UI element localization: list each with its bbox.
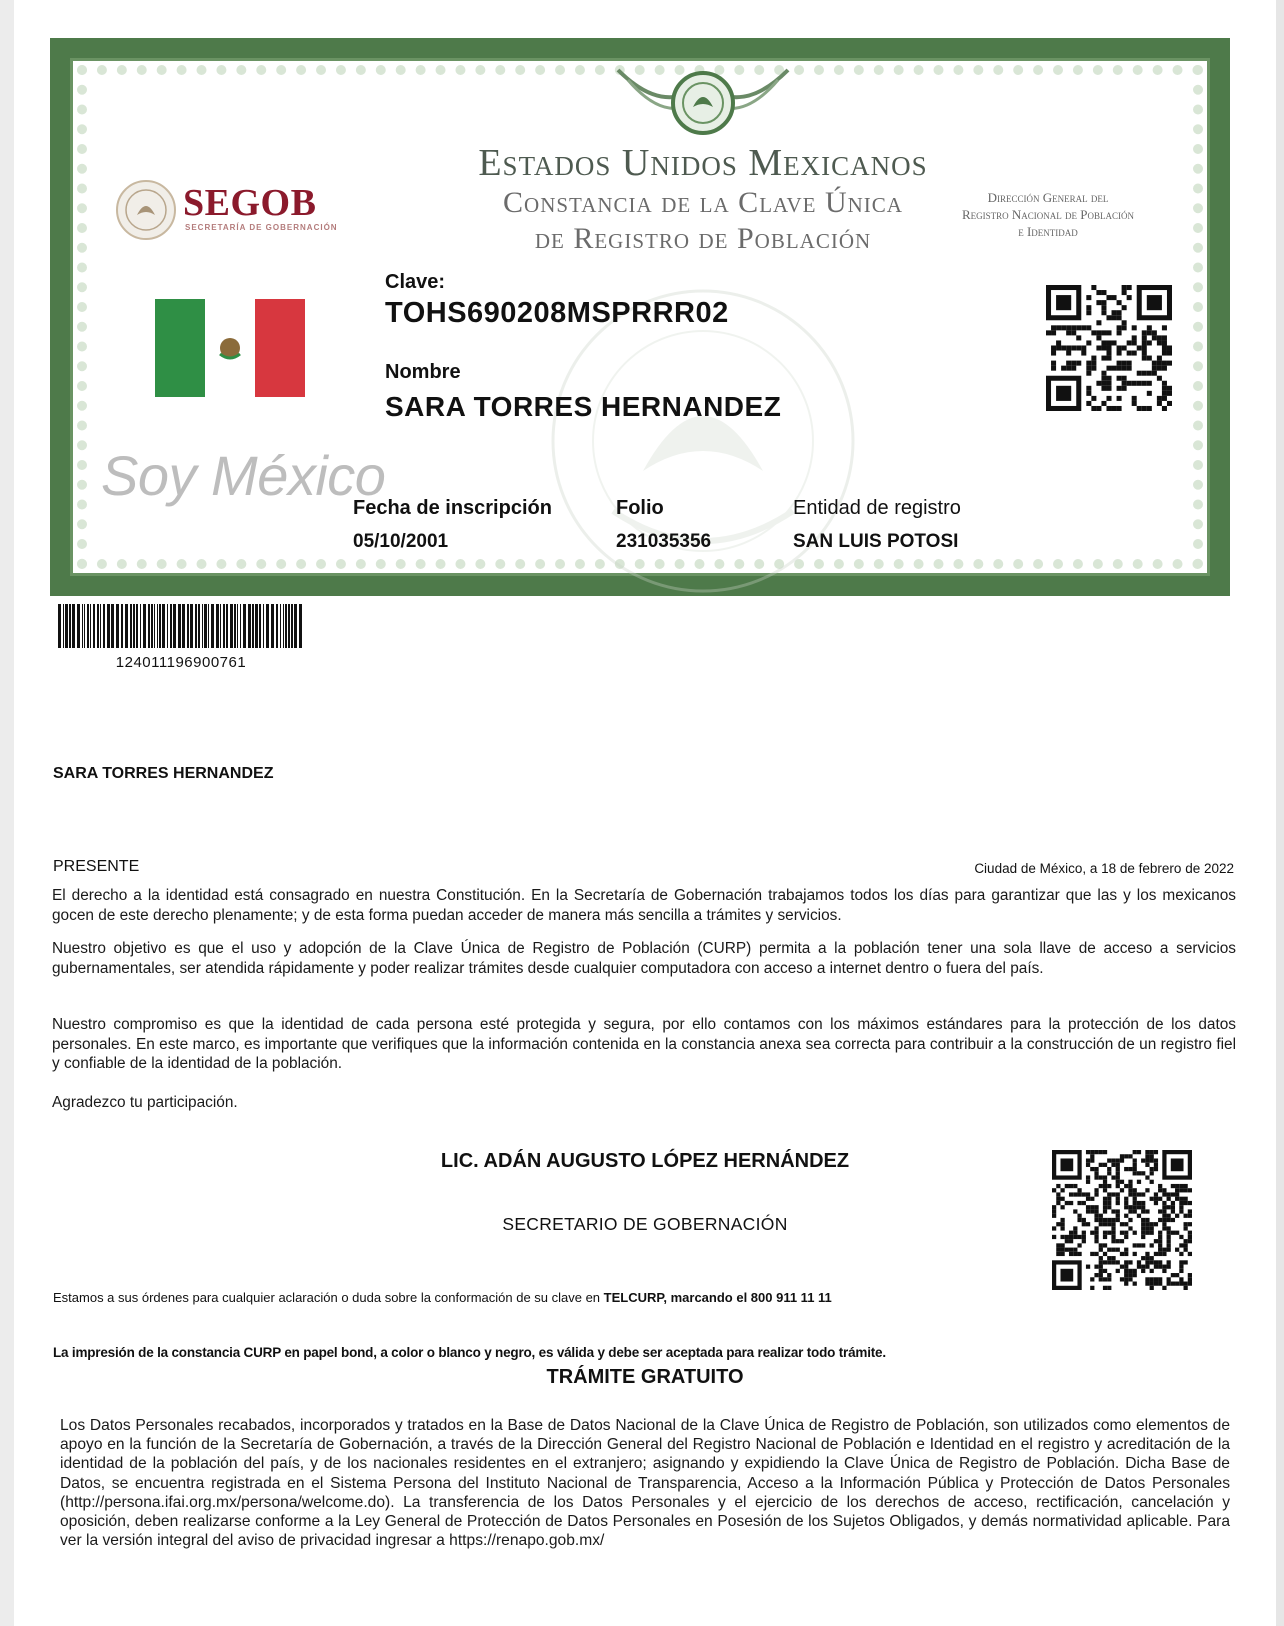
page-edge-right [1276,0,1284,1626]
page-edge-left [0,0,14,1626]
letter-paragraph-3: Nuestro compromiso es que la identidad de cada persona esté protegida y segura, por ello contamos con los máximos estándares para la protección de los datos personales. En este marco, es importante que verifiques que la información contenida en la constancia anexa sea correcta para contribuir a la construcción de un registro fiel y confiable de la identidad de la población. [52,1016,1236,1072]
privacy-notice: Los Datos Personales recabados, incorporados y tratados en la Base de Datos Nacional de la Clave Única de Registro de Población, son utilizados como elementos de apoyo en la función de la Secretaría de Gobernación, a través de la Dirección General del Registro Nacional de Población e Identidad en el registro y acreditación de la identidad de la población del país, y de los nacionales residentes en el extranjero; asignando y expidiendo la Clave Única de Registro de Población. Dicha Base de Datos, se encuentra registrada en el Sistema Persona del Instituto Nacional de Transparencia, Acceso a la Información Pública y Protección de Datos Personales (http://persona.ifai.org.mx/persona/welcome.do). La transferencia de los Datos Personales y el ejercicio de los derechos de acceso, rectificación, cancelación y oposición, deben realizarse conforme a la Ley General de Protección de Datos Personales en Posesión de los Sujetos Obligados, y demás normatividad aplicable. Para ver la versión integral del aviso de privacidad ingresar a https://renapo.gob.mx/ [60,1417,1230,1550]
flag-white-stripe [205,299,255,397]
agency-subtitle: SECRETARÍA DE GOBERNACIÓN [185,223,338,232]
entidad-label: Entidad de registro [793,497,961,519]
mexican-flag-icon [155,299,305,397]
free-procedure-notice: TRÁMITE GRATUITO [546,1366,744,1388]
greeting: PRESENTE [53,858,140,875]
fecha-label: Fecha de inscripción [353,497,552,519]
nombre-label: Nombre [385,361,461,383]
clave-value: TOHS690208MSPRRR02 [385,297,729,329]
curp-certificate [50,38,1230,596]
directorate-line-2: Registro Nacional de Población [961,207,1135,222]
contact-text: Estamos a sus órdenes para cualquier aclaración o duda sobre la conformación de su clave en [53,1290,604,1305]
validity-note: La impresión de la constancia CURP en papel bond, a color o blanco y negro, es válida y debe ser aceptada para realizar todo trámite. [53,1345,886,1360]
flag-green-stripe [155,299,205,397]
entidad-value: SAN LUIS POTOSI [793,531,959,552]
qr-code-icon [1046,285,1172,411]
signature-qr-code-icon [1052,1150,1192,1290]
agency-name: SEGOB [183,182,317,224]
letter-paragraph-4: Agradezco tu participación. [52,1094,238,1111]
folio-value: 231035356 [616,531,712,552]
addressee-name: SARA TORRES HERNANDEZ [53,765,274,782]
letter-paragraph-1: El derecho a la identidad está consagrado en nuestra Constitución. En la Secretaría de Gobernación trabajamos todos los días para garantizar que las y los mexicanos gocen de este derecho plenamente; y de esta forma puedan acceder de manera más sencilla a trámites y servicios. [52,887,1236,924]
contact-phone: TELCURP, marcando el 800 911 11 11 [603,1290,832,1305]
document-title-line-2: de Registro de Población [534,222,872,255]
signer-role: SECRETARIO DE GOBERNACIÓN [502,1214,788,1234]
document-title [413,185,993,257]
national-crest-icon [613,65,793,145]
directorate-line-1: Dirección General del [987,190,1109,205]
clave-label: Clave: [385,271,446,293]
document-title-line-1: Constancia de la Clave Única [503,186,903,219]
flag-red-stripe [255,299,305,397]
letter-paragraph-2: Nuestro objetivo es que el uso y adopción de la Clave Única de Registro de Población (CURP) permita a la población tener una sola llave de acceso a servicios gubernamentales, ser atendida rápidamente y poder realizar trámites desde cualquier computadora con acceso a internet dentro o fuera del país. [52,940,1236,977]
barcode-icon [58,604,304,648]
country-title: Estados Unidos Mexicanos [478,142,928,184]
signer-name: LIC. ADÁN AUGUSTO LÓPEZ HERNÁNDEZ [440,1150,850,1172]
segob-seal-icon [115,179,177,241]
flag-emblem-icon [212,330,248,366]
directorate-name [923,189,1173,240]
slogan: Soy México [101,444,386,507]
barcode-number: 124011196900761 [115,654,247,671]
date-line: Ciudad de México, a 18 de febrero de 2022 [974,861,1234,876]
contact-line [53,1290,832,1305]
certificate-body [70,58,1210,576]
nombre-value: SARA TORRES HERNANDEZ [385,391,782,422]
directorate-line-3: e Identidad [1018,224,1078,239]
folio-label: Folio [616,497,664,519]
fecha-value: 05/10/2001 [353,531,449,552]
